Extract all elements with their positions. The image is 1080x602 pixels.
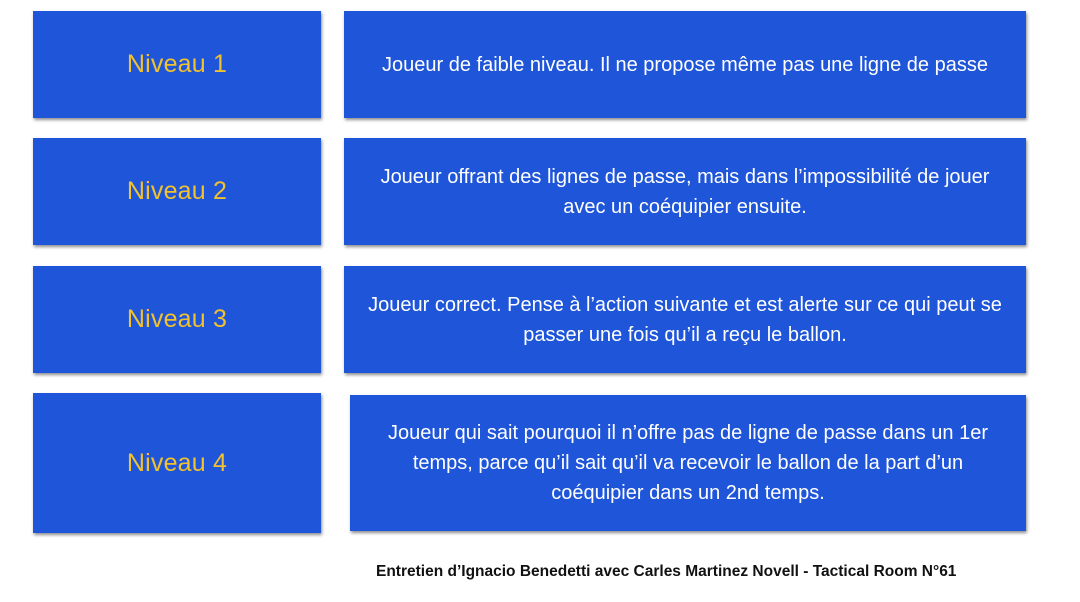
level-1-box [33,11,321,118]
level-3-box [33,266,321,373]
level-4-box [33,393,321,533]
level-1-description: Joueur de faible niveau. Il ne propose même pas une ligne de passe [382,53,988,76]
level-3-description-box [344,266,1026,373]
level-2-description: Joueur offrant des lignes de passe, mais dans l’impossibilité de jouer avec un coéquipier ensuite. [380,165,990,218]
level-2-description-box [344,138,1026,245]
level-1-label: Niveau 1 [126,50,228,78]
level-2-label: Niveau 2 [126,177,228,205]
level-4-label: Niveau 4 [126,448,228,477]
level-4-description: Joueur qui sait pourquoi il n’offre pas de ligne de passe dans un 1er temps, parce qu’il sait qu’il va recevoir le ballon de la part d’un coéquipier dans un 2nd temps. [387,422,989,504]
source-citation: Entretien d’Ignacio Benedetti avec Carles Martinez Novell - Tactical Room N°61 [376,563,957,580]
level-3-label: Niveau 3 [126,305,228,333]
level-2-box [33,138,321,245]
level-1-description-box [344,11,1026,118]
level-4-description-box [350,395,1026,531]
level-3-description: Joueur correct. Pense à l’action suivante et est alerte sur ce qui peut se passer une fois qu’il a reçu le ballon. [368,293,1002,346]
